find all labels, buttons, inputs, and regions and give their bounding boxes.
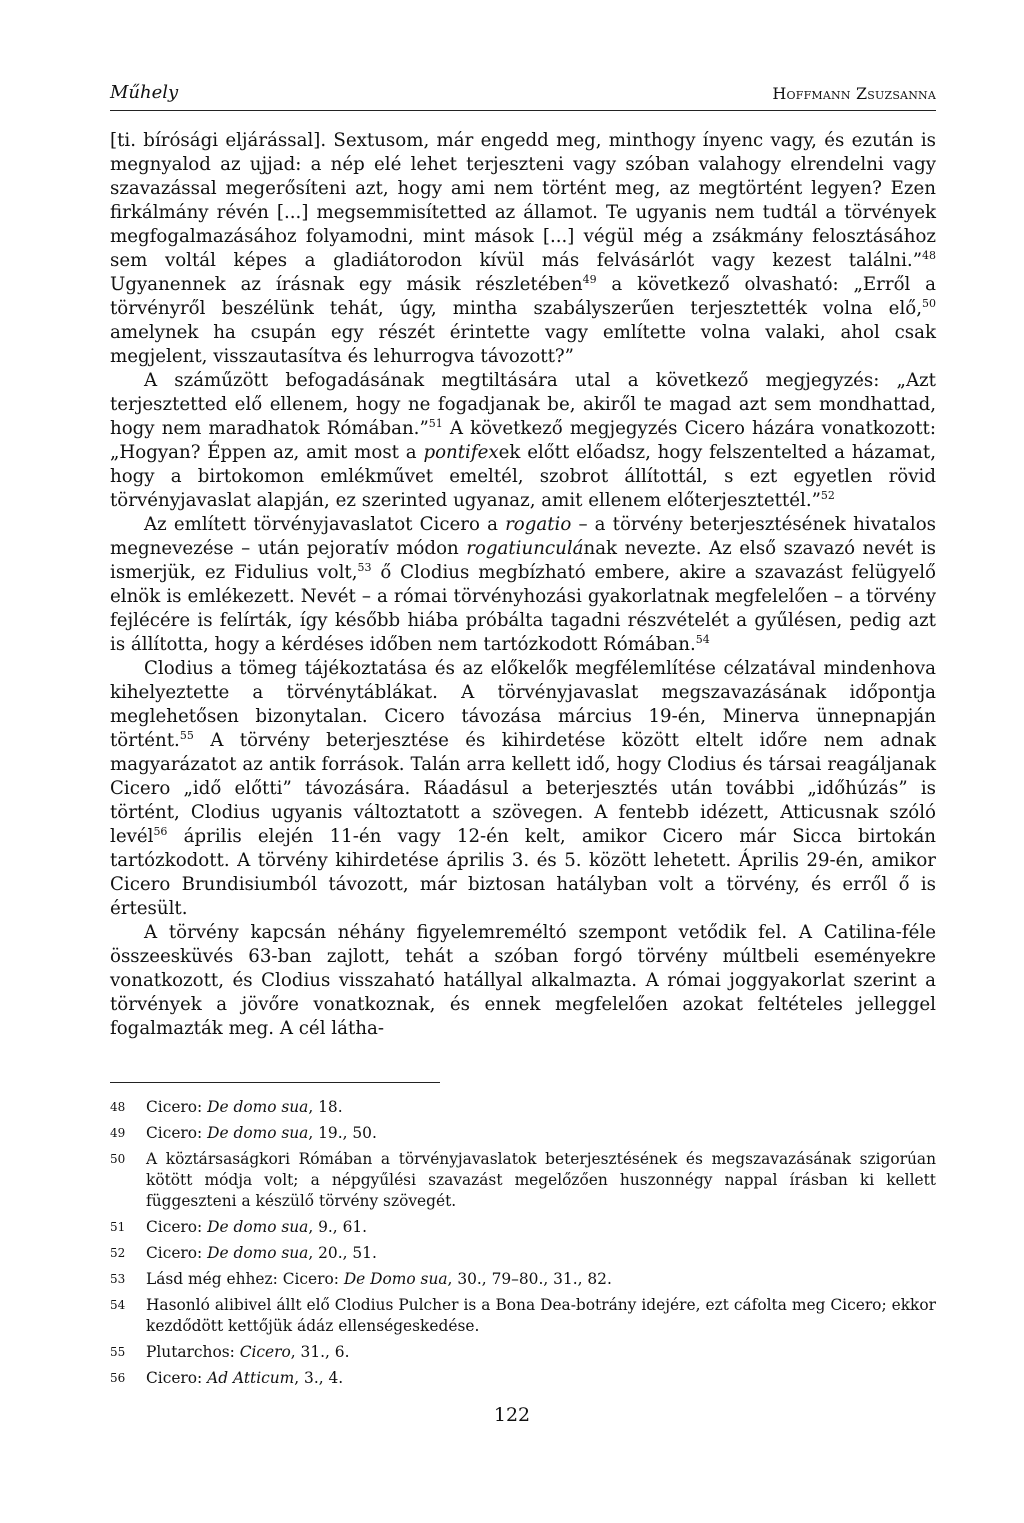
footnote-ref: 53 <box>357 561 372 574</box>
italic-term: rogatiunculá <box>466 538 584 559</box>
footnote-number: 51 <box>110 1220 126 1234</box>
paragraph: Az említett törvényjavaslatot Cicero a rogatio – a törvény beterjesztésének hivatalos megnevezése – után pejoratív módon rogatiunculának nevezte. Az első szavazó nevét is ismerjük, ez Fidulius volt,$^{53}$ ő Clodius megbízható embere, akire a szavazást felügyelő elnök is emlékezett. Nevét – a római törvényhozási gyakorlatnak megfelelően – a törvény fejlécére is felírták, így később hiába próbálta tagadni részvételét a gyűlésen, pedig azt is állította, hogy a kérdéses időben nem tartózkodott Rómában.$^{54}$ <box>110 514 936 655</box>
footnote-ref: 56 <box>153 825 168 838</box>
paragraph: [ti. bírósági eljárással]. Sextusom, már engedd meg, minthogy ínyenc vagy, és ezután is megnyalod az ujjad: a nép elé lehet terjeszteni vagy szóban valahogy elrendelni vagy szavazással megerősíteni azt, hogy ami nem történt meg, az megtörtént legyen? Ezen firkálmány révén [...] megsemmisítetted az államot. Te ugyanis nem tudtál a törvények megfogalmazásához folyamodni, mint mások [...] végül még a zsákmány felosztásához sem voltál képes a gladiátorodon kívül más felvásárlót vagy kezest találni.”$^{48}$ Ugyanennek az írásnak egy másik részletében$^{49}$ a következő olvasható: „Erről a törvényről beszélünk tehát, úgy, mintha szabályszerűen terjesztették volna elő,$^{50}$ amelynek ha csupán egy részét érintette vagy említette volna valaki, ahol csak megjelent, visszautasítva és lehurrogva távozott?” <box>110 130 936 367</box>
paragraph: A száműzött befogadásának megtiltására utal a következő megjegyzés: „Azt terjesztetted elő ellenem, hogy ne fogadjanak be, akiről te magad azt sem mondhattad, hogy nem maradhatok Rómában.”$^{51}$ A következő megjegyzés Cicero házára vonatkozott: „Hogyan? Éppen az, amit most a pontifexek előtt előadsz, hogy felszentelted a házamat, hogy a birtokomon emlékművet emeltél, szobrot állítottál, s ezt egyetlen rövid törvényjavaslat alapján, ez szerinted ugyanaz, amit ellenem előterjesztettél.”$^{52}$ <box>110 370 936 511</box>
footnote: 52 Cicero: De domo sua, 20., 51. <box>110 1244 377 1262</box>
paragraph: Clodius a tömeg tájékoztatása és az előkelők megfélemlítése célzatával mindenhova kihelyeztette a törvénytáblákat. A törvényjavaslat megszavazásának időpontja meglehetősen bizonytalan. Cicero távozása március 19-én, Minerva ünnepnapján történt.$^{55}$ A törvény beterjesztése és kihirdetése között eltelt időre nem adnak magyarázatot az antik források. Talán arra kellett idő, hogy Clodius és társai reagáljanak Cicero „idő előtti” távozására. Ráadásul a beterjesztés után további „időhúzás” is történt, Clodius ugyanis változtatott a szövegen. A fentebb idézett, Atticusnak szóló levél$^{56}$ április elején 11-én vagy 12-én kelt, amikor Cicero már Sicca birtokán tartózkodott. A törvény kihirdetése április 3. és 5. között lehetett. Április 29-én, amikor Cicero Brundisiumból távozott, már biztosan hatályban volt a törvény, és erről ő is értesült. <box>110 658 936 919</box>
footnote-number: 50 <box>110 1152 126 1166</box>
running-header <box>110 82 936 111</box>
italic-term: pontifex <box>423 442 499 463</box>
footnote-ref: 54 <box>695 633 710 646</box>
section-title: Műhely <box>110 82 179 103</box>
page-number: 122 <box>493 1404 531 1426</box>
footnote: 55 Plutarchos: Cicero, 31., 6. <box>110 1343 350 1361</box>
footnote-number: 48 <box>110 1100 126 1114</box>
footnote: 56 Cicero: Ad Atticum, 3., 4. <box>110 1369 344 1387</box>
footnote: 48 Cicero: De domo sua, 18. <box>110 1098 343 1116</box>
footnotes <box>110 1097 936 1394</box>
footnote: 51 Cicero: De domo sua, 9., 61. <box>110 1218 368 1236</box>
footnote-ref: 51 <box>428 417 443 430</box>
footnote: 54 Hasonló alibivel állt elő Clodius Pulcher is a Bona Dea-botrány idejére, ezt cáfolta meg Cicero; ekkor kezdődött kettőjük ádáz ellenségeskedése. <box>110 1296 936 1335</box>
footnote-number: 56 <box>110 1371 126 1385</box>
main-text <box>110 129 936 1041</box>
footnote-ref: 55 <box>179 729 194 742</box>
footnote-ref: 49 <box>582 273 597 286</box>
footnote: 53 Lásd még ehhez: Cicero: De Domo sua, 30., 79–80., 31., 82. <box>110 1270 612 1288</box>
footnote-ref: 48 <box>922 249 936 262</box>
footnote: 49 Cicero: De domo sua, 19., 50. <box>110 1124 377 1142</box>
footnote-number: 53 <box>110 1272 126 1286</box>
italic-term: rogatio <box>505 514 572 535</box>
footnote-ref: 52 <box>820 489 835 502</box>
footnote-separator <box>110 1082 440 1083</box>
footnote-number: 54 <box>110 1298 126 1312</box>
footnote-number: 55 <box>110 1345 126 1359</box>
author-name: Hoffmann Zsuzsanna <box>772 84 936 103</box>
footnote-ref: 50 <box>922 297 936 310</box>
footnote-number: 49 <box>110 1126 126 1140</box>
footnote-number: 52 <box>110 1246 126 1260</box>
paragraph: A törvény kapcsán néhány figyelemreméltó szempont vetődik fel. A Catilina-féle összeesküvés 63-ban zajlott, tehát a szóban forgó törvény múltbeli eseményekre vonatkozott, és Clodius visszaható hatállyal alkalmazta. A római joggyakorlat szerint a törvények a jövőre vonatkoznak, és ennek megfelelően azokat feltételes jelleggel fogalmazták meg. A cél látha- <box>110 922 936 1039</box>
footnote: 50 A köztársaságkori Rómában a törvényjavaslatok beterjesztésének és megszavazásának szigorúan kötött módja volt; a népgyűlési szavazást megelőzően huszonnégy nappal írásban ki kellett függeszteni a készülő törvény szövegét. <box>110 1150 936 1210</box>
